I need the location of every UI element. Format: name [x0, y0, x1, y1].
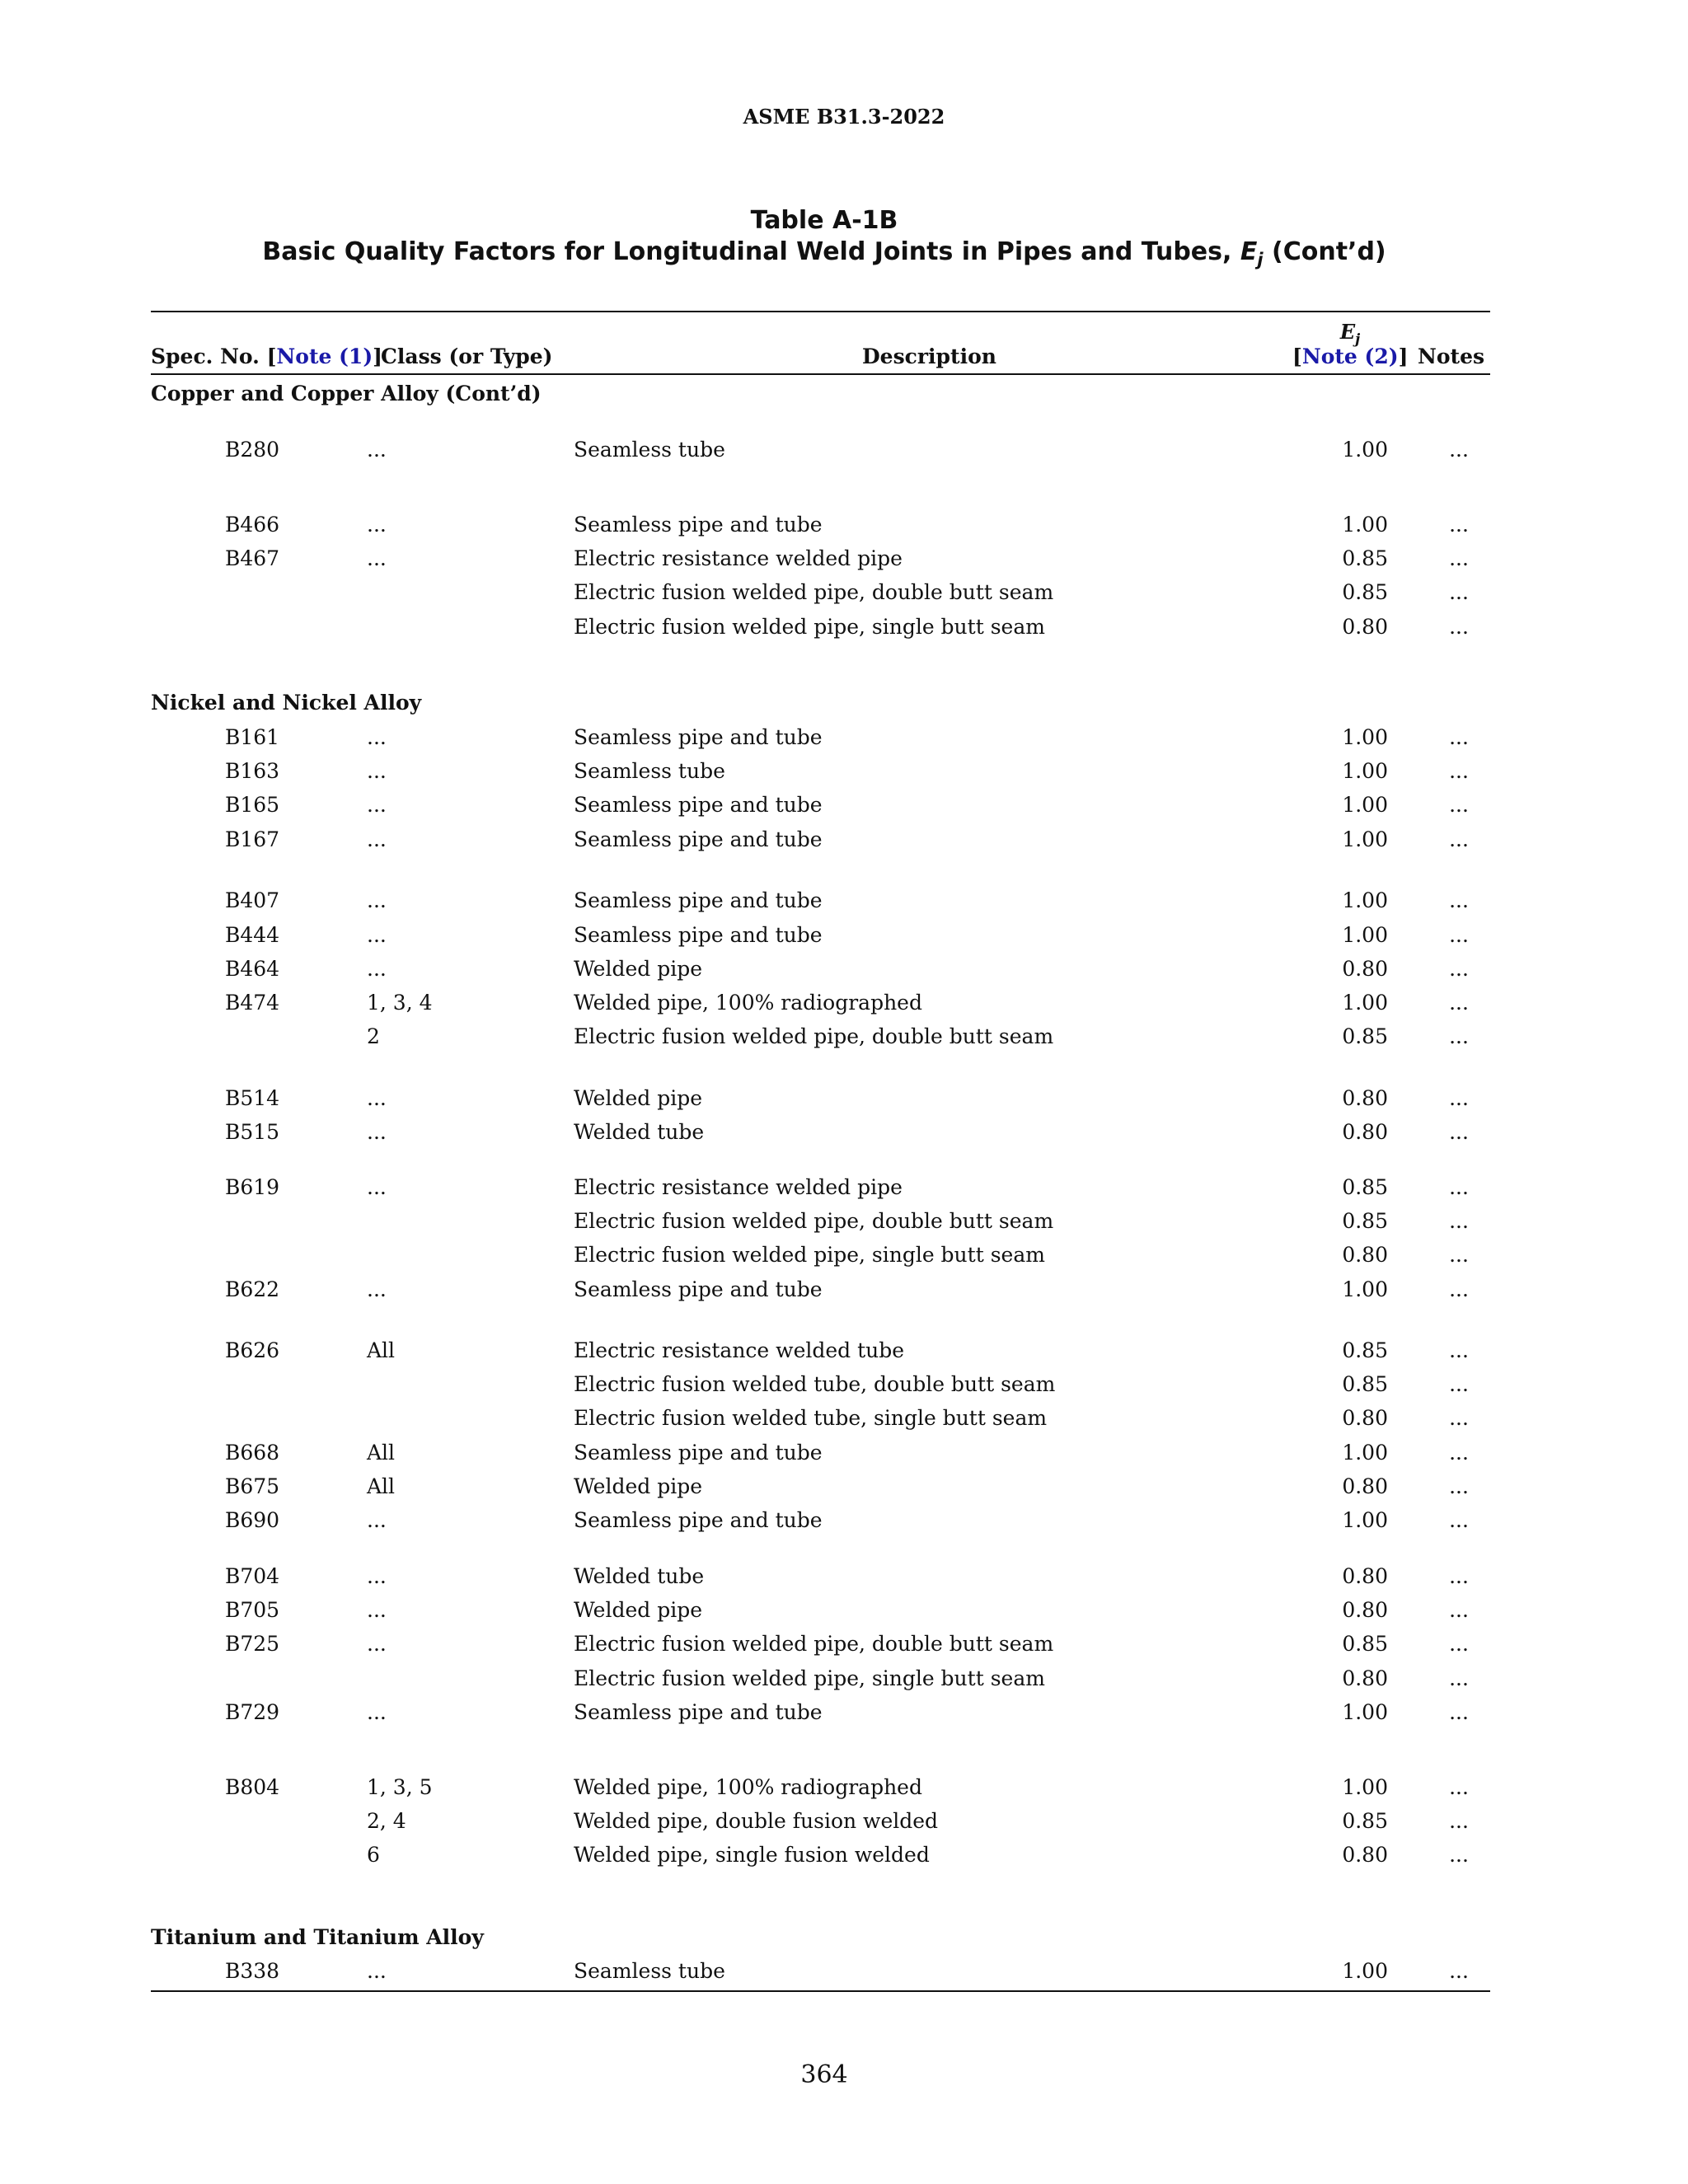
cell-spec-no: B729 [225, 1700, 280, 1724]
cell-description: Electric fusion welded tube, double butt seam [574, 1372, 1056, 1396]
cell-description: Welded pipe [574, 1474, 702, 1498]
cell-ej-value: 1.00 [1342, 438, 1388, 462]
cell-description: Welded pipe, 100% radiographed [574, 991, 922, 1015]
cell-spec-no: B704 [225, 1564, 280, 1588]
cell-spec-no: B467 [225, 546, 280, 570]
cell-description: Electric resistance welded pipe [574, 546, 903, 570]
cell-class: ... [367, 1175, 387, 1199]
column-header-description: Description [862, 344, 996, 368]
cell-notes: ... [1449, 957, 1469, 981]
cell-notes: ... [1449, 1564, 1469, 1588]
cell-spec-no: B619 [225, 1175, 280, 1199]
cell-description: Electric fusion welded pipe, double butt seam [574, 1632, 1054, 1656]
cell-notes: ... [1449, 1209, 1469, 1233]
cell-ej-value: 0.80 [1342, 615, 1388, 639]
cell-notes: ... [1449, 827, 1469, 851]
cell-class: All [367, 1441, 396, 1465]
cell-notes: ... [1449, 793, 1469, 817]
cell-notes: ... [1449, 923, 1469, 947]
cell-notes: ... [1449, 1086, 1469, 1110]
cell-description: Welded pipe, 100% radiographed [574, 1775, 922, 1799]
cell-ej-value: 1.00 [1342, 1775, 1388, 1799]
cell-ej-value: 0.85 [1342, 546, 1388, 570]
cell-ej-value: 1.00 [1342, 1508, 1388, 1532]
cell-notes: ... [1449, 1809, 1469, 1833]
cell-notes: ... [1449, 1666, 1469, 1690]
cell-notes: ... [1449, 1175, 1469, 1199]
cell-notes: ... [1449, 1024, 1469, 1048]
cell-ej-value: 0.80 [1342, 1406, 1388, 1430]
cell-ej-value: 0.85 [1342, 580, 1388, 604]
cell-spec-no: B161 [225, 725, 280, 749]
cell-class: ... [367, 1086, 387, 1110]
spec-header-label: Spec. No. [151, 344, 260, 368]
table-title-suffix: (Cont’d) [1272, 237, 1386, 266]
header-rule [151, 373, 1490, 375]
note-1-link[interactable]: Note (1) [276, 344, 373, 368]
cell-description: Seamless pipe and tube [574, 725, 823, 749]
cell-notes: ... [1449, 513, 1469, 537]
cell-ej-value: 1.00 [1342, 888, 1388, 912]
cell-notes: ... [1449, 759, 1469, 783]
cell-ej-value: 1.00 [1342, 1441, 1388, 1465]
cell-ej-value: 1.00 [1342, 827, 1388, 851]
column-header-ej-symbol: $E_j$ [1339, 320, 1361, 347]
cell-class: ... [367, 957, 387, 981]
cell-ej-value: 0.80 [1342, 1120, 1388, 1144]
cell-class: ... [367, 1120, 387, 1144]
bottom-rule [151, 1990, 1490, 1992]
column-header-ej: [Note (2)] [1292, 344, 1409, 368]
page-number: 364 [800, 2060, 848, 2089]
cell-description: Seamless tube [574, 1959, 725, 1983]
cell-description: Electric fusion welded pipe, single butt seam [574, 1243, 1045, 1267]
cell-spec-no: B474 [225, 991, 280, 1015]
cell-description: Welded pipe, double fusion welded [574, 1809, 939, 1833]
cell-ej-value: 0.85 [1342, 1809, 1388, 1833]
cell-ej-value: 1.00 [1342, 513, 1388, 537]
cell-notes: ... [1449, 1508, 1469, 1532]
cell-ej-value: 1.00 [1342, 1277, 1388, 1301]
cell-spec-no: B668 [225, 1441, 280, 1465]
cell-class: 1, 3, 4 [367, 991, 433, 1015]
cell-notes: ... [1449, 1406, 1469, 1430]
cell-ej-value: 1.00 [1342, 793, 1388, 817]
cell-description: Electric fusion welded tube, single butt seam [574, 1406, 1048, 1430]
cell-class: ... [367, 546, 387, 570]
table-title [0, 237, 1648, 269]
note-2-link[interactable]: Note (2) [1301, 344, 1399, 368]
cell-spec-no: B444 [225, 923, 280, 947]
cell-spec-no: B690 [225, 1508, 280, 1532]
cell-notes: ... [1449, 1338, 1469, 1362]
top-rule [151, 311, 1490, 312]
cell-notes: ... [1449, 991, 1469, 1015]
cell-ej-value: 0.85 [1342, 1209, 1388, 1233]
cell-description: Electric fusion welded pipe, double butt seam [574, 1024, 1054, 1048]
cell-spec-no: B705 [225, 1598, 280, 1622]
cell-class: ... [367, 725, 387, 749]
cell-description: Seamless pipe and tube [574, 923, 823, 947]
cell-description: Welded pipe [574, 957, 702, 981]
cell-class: 1, 3, 5 [367, 1775, 433, 1799]
cell-description: Electric fusion welded pipe, double butt seam [574, 580, 1054, 604]
cell-ej-value: 1.00 [1342, 759, 1388, 783]
column-header-class: Class (or Type) [381, 344, 553, 368]
cell-class: ... [367, 1598, 387, 1622]
cell-description: Seamless tube [574, 759, 725, 783]
cell-description: Welded tube [574, 1564, 705, 1588]
cell-notes: ... [1449, 1243, 1469, 1267]
cell-ej-value: 0.80 [1342, 1086, 1388, 1110]
cell-spec-no: B514 [225, 1086, 280, 1110]
cell-ej-value: 0.80 [1342, 957, 1388, 981]
cell-description: Welded tube [574, 1120, 705, 1144]
cell-notes: ... [1449, 1843, 1469, 1867]
cell-description: Seamless pipe and tube [574, 1277, 823, 1301]
cell-notes: ... [1449, 546, 1469, 570]
cell-notes: ... [1449, 1598, 1469, 1622]
section-title-nickel: Nickel and Nickel Alloy [151, 691, 422, 715]
cell-ej-value: 0.80 [1342, 1843, 1388, 1867]
cell-spec-no: B407 [225, 888, 280, 912]
cell-ej-value: 0.85 [1342, 1632, 1388, 1656]
cell-notes: ... [1449, 1277, 1469, 1301]
section-title-titanium: Titanium and Titanium Alloy [151, 1925, 484, 1949]
cell-description: Electric fusion welded pipe, single butt seam [574, 1666, 1045, 1690]
cell-ej-value: 0.85 [1342, 1175, 1388, 1199]
cell-description: Electric fusion welded pipe, single butt seam [574, 615, 1045, 639]
cell-class: ... [367, 1959, 387, 1983]
cell-spec-no: B167 [225, 827, 280, 851]
cell-ej-value: 0.80 [1342, 1474, 1388, 1498]
table-number: Table A-1B [750, 206, 898, 235]
cell-notes: ... [1449, 580, 1469, 604]
cell-class: ... [367, 438, 387, 462]
cell-class: ... [367, 888, 387, 912]
cell-ej-value: 0.85 [1342, 1024, 1388, 1048]
cell-class: ... [367, 1277, 387, 1301]
cell-spec-no: B804 [225, 1775, 280, 1799]
cell-ej-value: 0.80 [1342, 1666, 1388, 1690]
column-header-spec: Spec. No. [Note (1)] [151, 344, 383, 368]
cell-spec-no: B515 [225, 1120, 280, 1144]
cell-spec-no: B163 [225, 759, 280, 783]
running-header: ASME B31.3-2022 [743, 105, 945, 129]
cell-notes: ... [1449, 1372, 1469, 1396]
cell-description: Welded pipe [574, 1598, 702, 1622]
cell-ej-value: 1.00 [1342, 923, 1388, 947]
cell-ej-value: 1.00 [1342, 1959, 1388, 1983]
cell-class: ... [367, 793, 387, 817]
cell-notes: ... [1449, 1775, 1469, 1799]
table-title-text: Basic Quality Factors for Longitudinal Weld Joints in Pipes and Tubes, [262, 237, 1232, 266]
cell-description: Seamless pipe and tube [574, 827, 823, 851]
cell-notes: ... [1449, 725, 1469, 749]
cell-description: Welded pipe, single fusion welded [574, 1843, 930, 1867]
cell-notes: ... [1449, 1441, 1469, 1465]
cell-class: ... [367, 1564, 387, 1588]
cell-class: All [367, 1338, 396, 1362]
cell-notes: ... [1449, 1959, 1469, 1983]
cell-description: Seamless pipe and tube [574, 888, 823, 912]
table-title-symbol: $E_j$ [1240, 237, 1264, 269]
cell-description: Seamless pipe and tube [574, 1700, 823, 1724]
cell-class: ... [367, 827, 387, 851]
cell-class: ... [367, 1632, 387, 1656]
cell-class: ... [367, 759, 387, 783]
cell-ej-value: 0.80 [1342, 1243, 1388, 1267]
cell-notes: ... [1449, 438, 1469, 462]
cell-ej-value: 1.00 [1342, 725, 1388, 749]
cell-class: ... [367, 1508, 387, 1532]
cell-ej-value: 1.00 [1342, 991, 1388, 1015]
cell-description: Seamless tube [574, 438, 725, 462]
cell-ej-value: 0.85 [1342, 1338, 1388, 1362]
cell-notes: ... [1449, 1632, 1469, 1656]
section-title-copper: Copper and Copper Alloy (Cont’d) [151, 382, 542, 405]
cell-description: Seamless pipe and tube [574, 1508, 823, 1532]
cell-spec-no: B280 [225, 438, 280, 462]
cell-class: ... [367, 923, 387, 947]
cell-ej-value: 0.80 [1342, 1598, 1388, 1622]
cell-class: ... [367, 513, 387, 537]
cell-description: Electric fusion welded pipe, double butt seam [574, 1209, 1054, 1233]
cell-spec-no: B338 [225, 1959, 280, 1983]
cell-notes: ... [1449, 1474, 1469, 1498]
cell-description: Electric resistance welded tube [574, 1338, 905, 1362]
cell-ej-value: 0.85 [1342, 1372, 1388, 1396]
cell-class: All [367, 1474, 396, 1498]
cell-class: ... [367, 1700, 387, 1724]
cell-spec-no: B725 [225, 1632, 280, 1656]
cell-spec-no: B466 [225, 513, 280, 537]
cell-spec-no: B165 [225, 793, 280, 817]
cell-spec-no: B626 [225, 1338, 280, 1362]
cell-class: 2 [367, 1024, 380, 1048]
cell-notes: ... [1449, 615, 1469, 639]
cell-spec-no: B622 [225, 1277, 280, 1301]
column-header-notes: Notes [1418, 344, 1485, 368]
cell-description: Electric resistance welded pipe [574, 1175, 903, 1199]
cell-class: 6 [367, 1843, 380, 1867]
cell-description: Seamless pipe and tube [574, 793, 823, 817]
cell-description: Seamless pipe and tube [574, 513, 823, 537]
cell-description: Seamless pipe and tube [574, 1441, 823, 1465]
cell-class: 2, 4 [367, 1809, 406, 1833]
cell-notes: ... [1449, 1700, 1469, 1724]
cell-notes: ... [1449, 888, 1469, 912]
cell-ej-value: 0.80 [1342, 1564, 1388, 1588]
cell-spec-no: B675 [225, 1474, 280, 1498]
cell-description: Welded pipe [574, 1086, 702, 1110]
cell-ej-value: 1.00 [1342, 1700, 1388, 1724]
cell-spec-no: B464 [225, 957, 280, 981]
cell-notes: ... [1449, 1120, 1469, 1144]
